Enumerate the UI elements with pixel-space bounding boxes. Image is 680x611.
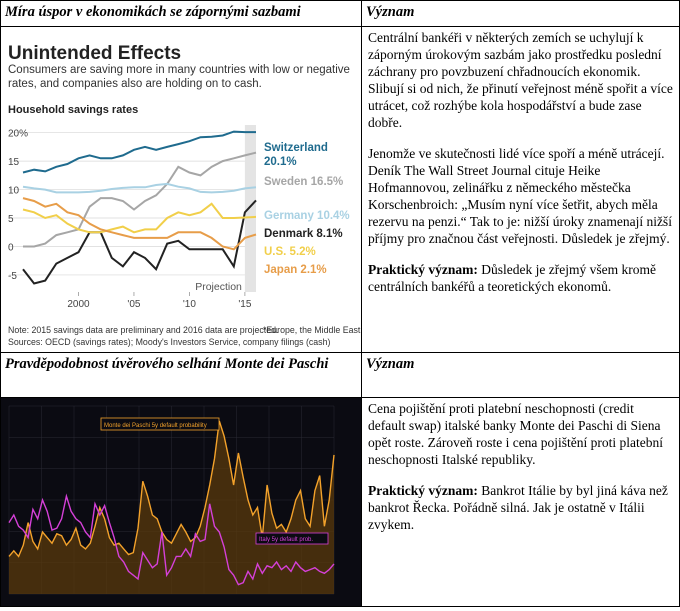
series-label: U.S. 5.2% bbox=[264, 246, 316, 258]
row2-left-header: Pravděpodobnost úvěrového selhání Monte dei Paschi bbox=[0, 352, 362, 398]
row2-paragraph-1: Cena pojištění proti platební neschopnosti (credit default swap) italské banky Monte dei Paschi di Siena opět roste. Zároveň roste i cena pojištění proti platební neschopnosti Italské republiky. bbox=[368, 401, 664, 467]
legend-box-mps bbox=[101, 418, 219, 430]
row1-practical bbox=[368, 261, 673, 295]
row2-practical-text: Bankrot Itálie by byl jiná káva než bankrot Řecka. Pořádně silná. Jak je ostatně v Itálii zvykem. bbox=[368, 483, 668, 532]
series-end-value: 20.1% bbox=[264, 156, 297, 168]
row1-left-header: Míra úspor v ekonomikách se zápornými sazbami bbox=[0, 0, 362, 27]
row2-text-cell bbox=[361, 397, 680, 607]
series-line-denmark bbox=[23, 200, 256, 283]
chart-note: Note: 2015 savings data are preliminary and 2016 data are projected. bbox=[8, 325, 279, 335]
x-tick-label: 2000 bbox=[67, 299, 90, 310]
row2-practical-label: Praktický význam: bbox=[368, 483, 478, 498]
series-label: Switzerland bbox=[264, 142, 328, 154]
series-label: Germany 10.4% bbox=[264, 210, 350, 222]
row1-practical-label: Praktický význam: bbox=[368, 262, 478, 277]
row1-paragraph-1: Centrální bankéři v některých zemích se uchylují k záporným úrokovým sazbám jako prostředku poslední záchrany pro povzbuzení chřadnoucích ekonomik. Slibují si od nich, že přinutí veřejnost méně spořit a více utrácet, což rozhýbe kola hospodářství a bude zase dobře. bbox=[368, 30, 673, 130]
series-label: Sweden 16.5% bbox=[264, 176, 344, 188]
chart-title: Unintended Effects bbox=[8, 43, 182, 64]
chart-footnote: *Europe, the Middle East bbox=[263, 325, 361, 335]
legend-italy: Italy 5y default prob. bbox=[259, 537, 314, 543]
cds-chart bbox=[1, 398, 361, 606]
y-tick-label: -5 bbox=[8, 270, 17, 282]
y-tick-label: 0 bbox=[8, 242, 14, 254]
y-tick-label: 15 bbox=[8, 157, 20, 169]
series-line-germany bbox=[23, 184, 256, 193]
series-line-switzerland bbox=[23, 132, 256, 173]
projection-band bbox=[245, 125, 256, 292]
savings-chart bbox=[1, 27, 361, 352]
series-label: Japan 2.1% bbox=[264, 264, 327, 276]
chart-label: Household savings rates bbox=[8, 104, 139, 116]
legend-mps: Monte dei Paschi 5y default probability bbox=[104, 423, 207, 429]
chart-sources: Sources: OECD (savings rates); Moody's Investors Service, company filings (cash) bbox=[8, 337, 331, 347]
chart-subtitle: Consumers are saving more in many countries with low or negative rates, and companies also are holding on to cash. bbox=[8, 64, 350, 90]
row1-paragraph-2: Jenomže ve skutečnosti lidé více spoří a méně utrácejí. Deník The Wall Street Journal cituje Heike Hofmannovou, zelinářku z německého městečka Korschenbroich: „Musím nyní více šetřit, abych měla rezervu na penzi.“ Tak to je: nižší úroky znamenají nižší příjmy pro značnou část veřejnosti. Důsledek je zřejmý. bbox=[368, 146, 672, 246]
y-tick-label: 20% bbox=[8, 128, 29, 140]
x-tick-label: '10 bbox=[182, 299, 196, 310]
row2-right-header: Význam bbox=[361, 352, 680, 398]
projection-label: Projection bbox=[195, 281, 242, 293]
row1-text-cell bbox=[361, 26, 680, 353]
series-label: Denmark 8.1% bbox=[264, 228, 343, 240]
savings-chart-cell bbox=[0, 26, 362, 353]
y-tick-label: 10 bbox=[8, 185, 20, 197]
y-tick-label: 5 bbox=[8, 214, 14, 226]
legend-box-italy bbox=[256, 533, 328, 544]
row1-right-header: Význam bbox=[361, 0, 680, 27]
x-tick-label: '15 bbox=[238, 299, 252, 310]
x-tick-label: '05 bbox=[127, 299, 141, 310]
cds-chart-cell bbox=[0, 397, 362, 607]
row2-practical bbox=[368, 482, 673, 533]
row1-practical-text: Důsledek je zřejmý všem kromě centrálních bankéřů a teoretických ekonomů. bbox=[368, 262, 656, 294]
